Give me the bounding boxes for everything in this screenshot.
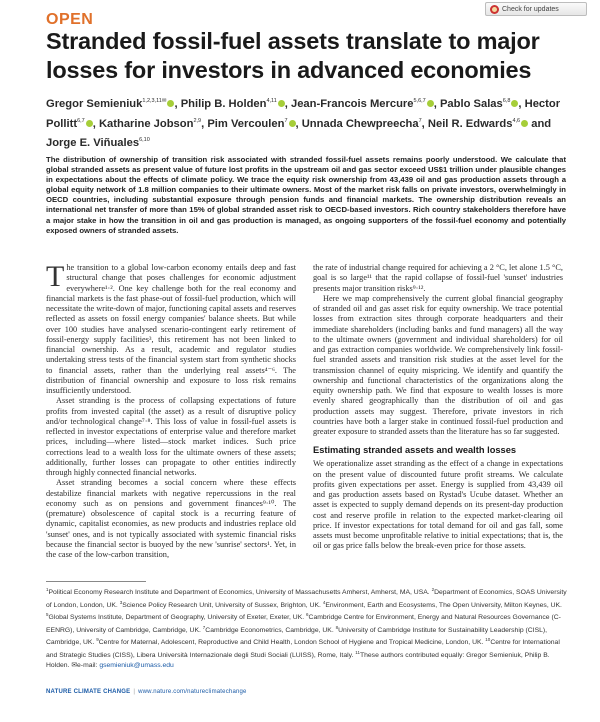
author[interactable] — [207, 118, 295, 130]
author-name: Pablo Salas — [439, 98, 503, 110]
body-column-right — [313, 263, 563, 552]
affiliation-text: University of Cambridge Institute for Sustainability Leadership (CISL), Cambridge, UK. — [46, 626, 548, 647]
body-paragraph: Here we map comprehensively the current global financial geography of stranded oil and gas asset risk for equity ownership. We trace potential losses from extraction sites through corporate headquarters and their immediate shareholders (including banks and fund managers) all the way to the ultimate owners (government and individual shareholders) for oil and gas extraction companies worldwide. We comprehensively link fossil-fuel stranded assets and transition risk studies at the asset level for the transmission channel of equity mispricing. We identify and quantify the ownership and functional characteristics of the organizations along the equity ownership path. We find that exposure to wealth losses is more evenly shared geographically than the distribution of oil and gas production assets may suggest. Therefore, private investors in rich countries have both a larger stake in continued fossil-fuel production and greater exposure to stranded assets than the literature has so far suggested. — [313, 293, 563, 436]
orcid-icon[interactable] — [511, 100, 518, 107]
affiliation-number: 8 — [335, 624, 339, 630]
affiliation-number: 1 — [46, 587, 49, 592]
affiliation-number: 4 — [322, 599, 326, 605]
abstract: The distribution of ownership of transition risk associated with stranded fossil-fuel assets remains poorly understood. We calculate that global stranded assets as present value of future lost profits in the upstream oil and gas sector exceed US$1 trillion under plausible changes in expectations about the effects of climate policy. We trace the equity risk ownership from 43,439 oil and gas production assets through a global equity network of 1.8 million companies to their ultimate owners. Most of the market risk falls on private investors, overwhelmingly in OECD countries, including substantial exposure through pension funds and financial markets. The ownership distribution reveals an international net transfer of more than 15% of global stranded asset risk to OECD-based investors. Rich country stakeholders therefore have a major stake in how the transition in oil and gas production is managed, as ongoing supporters of the fossil-fuel economy and potentially exposed owners of stranded assets. — [46, 155, 566, 235]
affiliation-number: 11 — [355, 649, 360, 655]
crossmark-icon — [490, 5, 499, 14]
author-affiliation-marker: 7 — [418, 117, 422, 124]
drop-cap: T — [46, 260, 65, 293]
author-name: and Jorge E. Viñuales — [46, 117, 552, 149]
author-affiliation-marker: 5,6,7 — [413, 98, 426, 104]
author-name: Neil R. Edwards — [427, 117, 513, 130]
journal-url-link[interactable]: www.nature.com/natureclimatechange — [138, 689, 247, 695]
author-name: Katharine Jobson — [98, 117, 194, 130]
orcid-icon[interactable] — [427, 100, 434, 107]
orcid-icon[interactable] — [278, 100, 285, 107]
author-name: Hector Pollitt — [46, 98, 561, 130]
corresponding-email-link[interactable]: gsemieniuk@umass.edu — [99, 661, 174, 669]
body-paragraph: We operationalize asset stranding as the effect of a change in expectations on the present value of discounted future profit streams. We calculate profits given expectations per asset. Energy is supplied from 43,439 oil and gas production assets based on Rystad's Ucube dataset. Whether an asset is expected to supply demand depends on its present-day production cost and reserve profile in relation to the expected market-clearing oil price. If investor expectations for total demand for oil and gas fall, some assets must become unprofitable relative to initial expectations; that is, the oil or gas price falls below the break-even price for those assets. — [313, 459, 563, 551]
author-name: Philip B. Holden — [180, 98, 267, 110]
author-affiliation-marker: 7 — [284, 117, 288, 124]
affiliation-number: 2 — [431, 587, 435, 592]
affiliation-text: Department of Economics, SOAS University of London, London, UK. — [46, 589, 567, 609]
article-title: Stranded fossil-fuel assets translate to major losses for investors in advanced economies — [46, 28, 540, 83]
affiliation-text: Cambridge Centre for Environment, Energy and Natural Resources Governance (C-EENRG), University of Cambridge, Cambridge, UK. — [46, 614, 561, 634]
body-paragraph: Asset stranding is the process of collapsing expectations of future profits from invested capital (the asset) as a result of disruptive policy and/or technological change⁷·⁸. This loss of value in fossil-fuel assets is reflected in investor expectations of enterprise value and therefore market prices, including—where listed—stock market indices. Such price corrections lead to a wealth loss for the ultimate owners of these assets; additionally, further losses can propagate to other entities indirectly through highly connected financial networks. — [46, 396, 296, 477]
author-name: Pim Vercoulen — [207, 117, 285, 130]
author[interactable] — [291, 98, 434, 110]
affiliation-number: 7 — [202, 624, 206, 630]
affiliation-number: 9 — [96, 637, 99, 643]
body-paragraph: Asset stranding becomes a social concern where these effects destabilize financial markets with negative repercussions in the real economy such as on pensions and government finances⁹·¹⁰. The (premature) obsolescence of capital stock is a recurring feature of dynamic, capitalist economies, as new products and industries replace old 'sunset' ones, and is not typically associated with systemic financial risks because the financial sector is buoyed by the new 'sunrise' sectors¹. Yet, in the case of the low-carbon transition, — [46, 478, 296, 559]
body-column-left — [46, 260, 296, 560]
affiliation-text: Environment, Earth and Ecosystems, The Open University, Milton Keynes, UK. — [325, 601, 562, 609]
affiliation-number: 3 — [119, 599, 123, 605]
affiliations — [46, 585, 570, 670]
email-prefix: ✉e-mail: — [71, 661, 100, 669]
affiliation-text: Centre for Maternal, Adolescent, Reproductive and Child Health, London School of Hygiene and Tropical Medicine, London, UK. — [98, 639, 486, 647]
affiliation-text: These authors contributed equally: Gregor Semieniuk, Philip B. Holden. — [46, 651, 550, 669]
affiliation-number: 6 — [306, 612, 309, 618]
affiliation-text: Political Economy Research Institute and Department of Economics, University of Massachusetts Amherst, Amherst, MA, USA. — [48, 589, 432, 596]
author-affiliation-marker: 6,10 — [139, 137, 150, 143]
body-paragraph: The transition to a global low-carbon economy entails deep and fast structural change that poses challenges for economic adjustment everywhere¹·². One key challenge both for the real economy and financial markets is the fast phase-out of fossil-fuel production, which will necessitate the write-down of major, functioning capital assets and reserves reflected as assets on fossil energy companies' balance sheets. But while over 100 studies have analysed scenario-contingent early retirement of fossil-energy supply facilities³, this retirement has not been linked to financial ownership. As a result, academic and regulator studies undertaking stress tests of the financial system start from synthetic shocks to financial assets, rather than the underlying real assets⁴⁻⁶. The distribution of financial ownership and exposure to loss risk remains insufficiently understood. — [46, 260, 296, 395]
orcid-icon[interactable] — [521, 120, 528, 127]
author[interactable] — [46, 98, 174, 110]
orcid-icon[interactable] — [86, 120, 93, 127]
author-name: Gregor Semieniuk — [46, 98, 143, 110]
author[interactable] — [428, 118, 528, 130]
author-list: Gregor Semieniuk$^{1,2,3,11✉}$ , Philip B. Holden$^{4,11}$ , Jean-Francois Mercure$^{5,6,7}$ , Pablo Salas$^{6,8}$ , Hector Pollitt$^{6,7}$ , Katharine Jobson$^{2,9}$, Pim Vercoulen$^7$ , Unnada Chewpreecha$^7$, Neil R. Edwards$^{4,6}$ and Jorge E. Viñuales$^{6,10}$ — [46, 98, 561, 149]
author[interactable] — [181, 98, 285, 110]
body-paragraph: the rate of industrial change required for achieving a 2 °C, let alone 1.5 °C, goal is so large¹¹ that the rapid collapse of fossil-fuel 'sunset' industries presents major transition risks⁹·¹². — [313, 263, 563, 293]
journal-name: NATURE CLIMATE CHANGE — [46, 689, 131, 695]
affiliation-text: Global Systems Institute, Department of Geography, University of Exeter, Exeter, UK. — [48, 614, 307, 622]
open-access-label: OPEN — [46, 11, 94, 28]
author-name: Jean-Francois Mercure — [290, 98, 414, 110]
page-footer — [46, 689, 247, 695]
check-for-updates-label: Check for updates — [502, 5, 559, 13]
footer-separator: | — [133, 689, 136, 695]
affiliation-text: Science Policy Research Unit, University of Sussex, Brighton, UK. — [122, 601, 323, 609]
affiliation-text: Centre for International and Strategic Studies (CISS), Libera Università Internazionale degli Studi Sociali (LUISS), Rome, Italy. — [46, 639, 560, 659]
author-affiliation-marker: 6,8 — [502, 98, 511, 104]
footnote-divider — [46, 581, 146, 582]
check-for-updates-button[interactable] — [485, 2, 587, 16]
author[interactable] — [440, 98, 518, 110]
affiliation-number: 5 — [46, 612, 49, 618]
author-affiliation-marker: 2,9 — [193, 117, 202, 124]
author[interactable] — [302, 118, 422, 130]
author[interactable] — [99, 118, 201, 130]
section-heading: Estimating stranded assets and wealth losses — [313, 445, 517, 456]
orcid-icon[interactable] — [289, 120, 296, 127]
author-affiliation-marker: 1,2,3,11✉ — [142, 98, 167, 104]
author-affiliation-marker: 4,6 — [512, 117, 521, 124]
author-affiliation-marker: 6,7 — [77, 117, 85, 124]
orcid-icon[interactable] — [167, 100, 174, 107]
affiliation-text: Cambridge Econometrics, Cambridge, UK. — [205, 626, 336, 634]
author-affiliation-marker: 4,11 — [266, 98, 277, 104]
author-name: Unnada Chewpreecha — [301, 117, 419, 130]
affiliation-number: 10 — [485, 637, 491, 643]
